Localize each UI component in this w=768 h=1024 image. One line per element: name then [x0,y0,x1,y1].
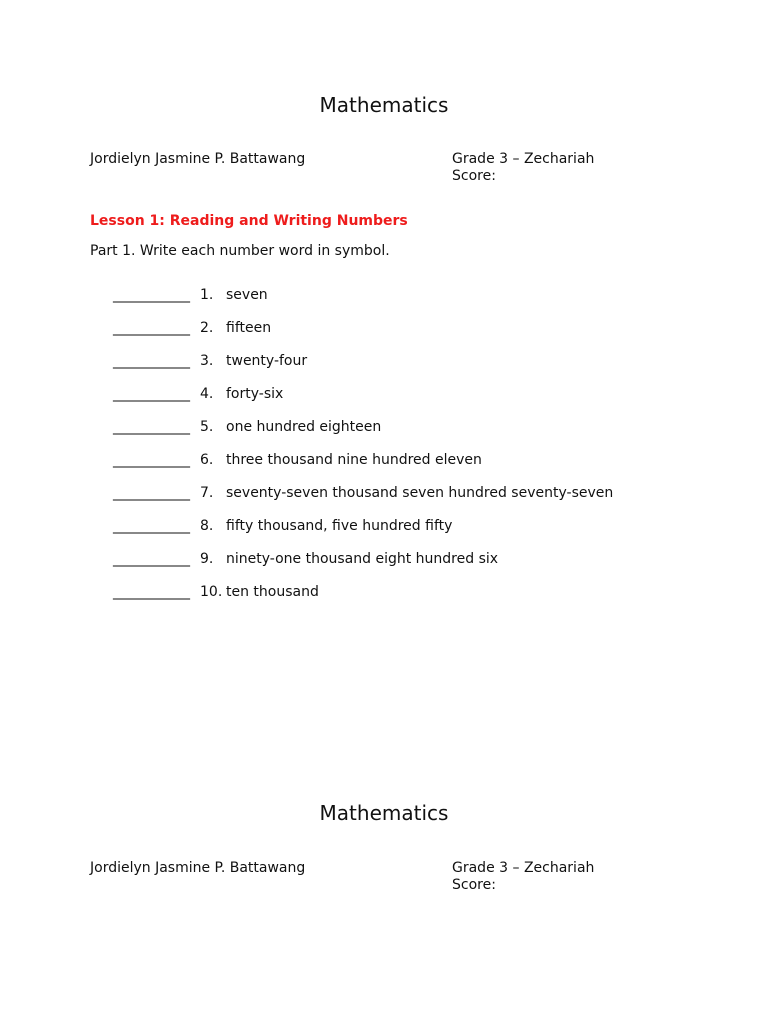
lesson-title: Lesson 1: Reading and Writing Numbers [90,213,408,229]
grade-section: Grade 3 – Zechariah [452,151,595,167]
number-word: ten thousand [226,584,319,600]
item-number: 2. [200,320,214,336]
answer-blank[interactable]: ___________ [113,386,190,402]
number-word: ninety-one thousand eight hundred six [226,551,499,567]
answer-blank[interactable]: ___________ [113,320,190,336]
item-number: 8. [200,518,214,534]
student-name: Jordielyn Jasmine P. Battawang [90,860,306,876]
page-title: Mathematics [319,801,449,825]
answer-blank[interactable]: ___________ [113,287,190,303]
exercise-item [113,385,613,418]
exercise-item [113,583,613,616]
number-word: forty-six [226,386,284,402]
answer-blank[interactable]: ___________ [113,551,190,567]
score-label: Score: [452,168,496,184]
number-word: twenty-four [226,353,308,369]
number-word: fifteen [226,320,272,336]
item-number: 10. [200,584,223,600]
item-number: 5. [200,419,214,435]
answer-blank[interactable]: ___________ [113,485,190,501]
answer-blank[interactable]: ___________ [113,353,190,369]
number-word: fifty thousand, five hundred fifty [226,518,453,534]
item-number: 3. [200,353,214,369]
page-title: Mathematics [319,93,449,117]
instruction-text: Part 1. Write each number word in symbol. [90,243,390,259]
answer-blank[interactable]: ___________ [113,584,190,600]
number-word: seventy-seven thousand seven hundred seventy-seven [226,485,614,501]
item-number: 9. [200,551,214,567]
number-word: seven [226,287,268,303]
number-word: one hundred eighteen [226,419,382,435]
grade-section: Grade 3 – Zechariah [452,860,595,876]
item-number: 7. [200,485,214,501]
exercise-item [113,451,613,484]
exercise-item [113,418,613,451]
answer-blank[interactable]: ___________ [113,419,190,435]
exercise-item [113,352,613,385]
item-number: 6. [200,452,214,468]
number-word: three thousand nine hundred eleven [226,452,482,468]
exercise-item [113,286,613,319]
exercise-list [113,286,613,616]
exercise-item [113,484,613,517]
answer-blank[interactable]: ___________ [113,518,190,534]
exercise-item [113,517,613,550]
exercise-item [113,319,613,352]
item-number: 1. [200,287,214,303]
item-number: 4. [200,386,214,402]
answer-blank[interactable]: ___________ [113,452,190,468]
score-label: Score: [452,877,496,893]
student-name: Jordielyn Jasmine P. Battawang [90,151,306,167]
exercise-item [113,550,613,583]
